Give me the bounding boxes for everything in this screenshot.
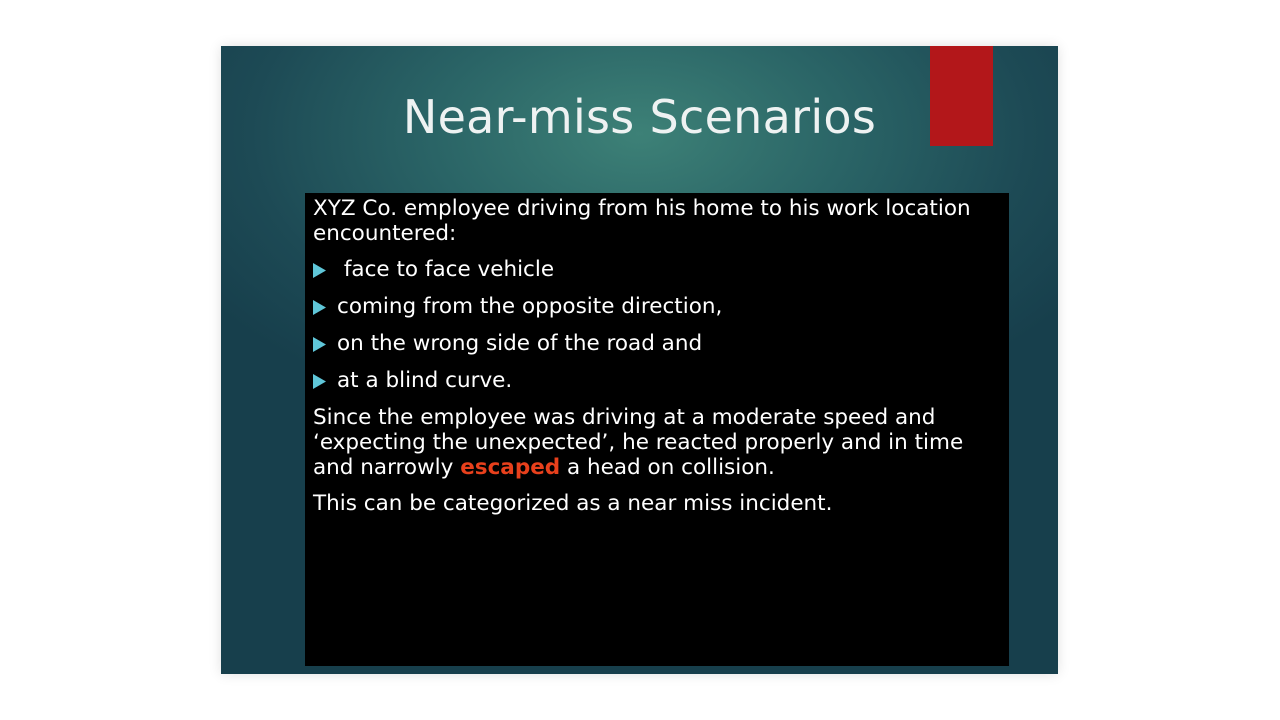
bullet-label: on the wrong side of the road and — [337, 331, 703, 356]
outcome-text-start: Since the employee was driving at a moderate speed and ‘expecting the unexpected’, he reacted properly and in time and narrowly — [313, 405, 964, 480]
bullet-label: coming from the opposite direction, — [337, 294, 723, 319]
emphasis-word: escaped — [460, 455, 561, 480]
list-item — [313, 294, 1001, 319]
triangle-right-icon — [313, 368, 337, 389]
list-item — [313, 368, 1001, 393]
intro-paragraph: XYZ Co. employee driving from his home to his work location encountered: — [313, 196, 971, 246]
triangle-right-icon — [313, 257, 337, 278]
slide — [221, 46, 1058, 674]
triangle-right-icon — [313, 331, 337, 352]
triangle-right-icon — [313, 294, 337, 315]
list-item — [313, 257, 1001, 282]
list-item — [313, 331, 1001, 356]
content-box — [305, 193, 1009, 666]
bullet-label: face to face vehicle — [337, 257, 555, 282]
bullet-list — [313, 257, 1001, 393]
outcome-text-end: a head on collision. — [560, 455, 775, 480]
slide-title: Near-miss Scenarios — [402, 90, 877, 144]
conclusion-paragraph: This can be categorized as a near miss incident. — [313, 491, 833, 516]
bullet-label: at a blind curve. — [337, 368, 513, 393]
outcome-paragraph — [313, 405, 1001, 480]
